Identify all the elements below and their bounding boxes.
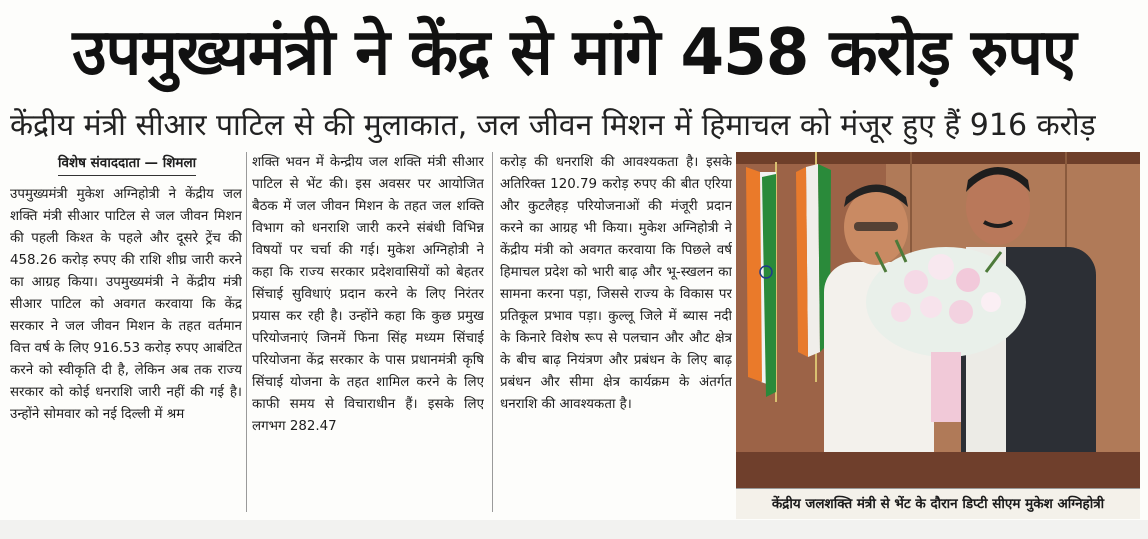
page-bottom-margin [0,520,1148,539]
column-3-text: करोड़ की धनराशि की आवश्यकता है। इसके अतिरिक्त 120.79 करोड़ रुपए की बीत एरिया और कुटलैहड़ परियोजनाओं की मंजूरी प्रदान करने का आग्रह भी किया। मुकेश अग्निहोत्री ने केंद्रीय मंत्री को अवगत करवाया कि पिछले वर्ष हिमाचल प्रदेश को भारी बाढ़ और भू-स्खलन का सामना करना पड़ा, जिससे राज्य के विकास पर प्रतिकूल प्रभाव पड़ा। कुल्लू जिले में ब्यास नदी के किनारे विशेष रूप से पलचान और औट क्षेत्र के बीच बाढ़ नियंत्रण और प्रबंधन के लिए बाढ़ प्रबंधन और सीमा क्षेत्र कार्यक्रम के अंतर्गत धनराशि की आवश्यकता है। [500,155,732,412]
article-column-1 [10,152,242,532]
subheadline: केंद्रीय मंत्री सीआर पाटिल से की मुलाकात, जल जीवन मिशन में हिमाचल को मंजूर हुए हैं 916 करोड़ [10,108,1096,143]
headline: उपमुख्यमंत्री ने केंद्र से मांगे 458 करोड़ रुपए [72,15,1076,90]
photo-illustration [736,152,1140,488]
article-column-3 [500,152,732,522]
column-divider [246,152,247,512]
photo-caption: केंद्रीय जलशक्ति मंत्री से भेंट के दौरान डिप्टी सीएम मुकेश अग्निहोत्री [736,488,1140,519]
news-photo [736,152,1140,488]
column-1-text: उपमुख्यमंत्री मुकेश अग्निहोत्री ने केंद्रीय जल शक्ति मंत्री सीआर पाटिल से जल जीवन मिशन की पहली किश्त के पहले और दूसरे ट्रेंच की 458.26 करोड़ रुपए की राशि शीघ्र जारी करने का आग्रह किया। उपमुख्यमंत्री ने केंद्रीय मंत्री सीआर पाटिल को अवगत करवाया कि केंद्र सरकार ने जल जीवन मिशन के तहत वर्तमान वित्त वर्ष के लिए 916.53 करोड़ रुपए आबंटित करने को स्वीकृति दी है, लेकिन अब तक राज्य सरकार को कोई धनराशि जारी नहीं की गई है। उन्होंने सोमवार को नई दिल्ली में श्रम [10,187,242,422]
column-2-text: शक्ति भवन में केन्द्रीय जल शक्ति मंत्री सीआर पाटिल से भेंट की। इस अवसर पर आयोजित बैठक में जल जीवन मिशन के तहत जल शक्ति विभाग को धनराशि जारी करने संबंधी विभिन्न विषयों पर चर्चा की गई। मुकेश अग्निहोत्री ने कहा कि राज्य सरकार प्रदेशवासियों को बेहतर सिंचाई सुविधाएं प्रदान करने के लिए निरंतर प्रयास कर रही है। उन्होंने कहा कि कुछ प्रमुख परियोजनाएं जिनमें फिना सिंह मध्यम सिंचाई परियोजना केंद्र सरकार के पास प्रधानमंत्री कृषि सिंचाई योजना के तहत शामिल करने के लिए काफी समय से विचाराधीन हैं। इसके लिए लगभग 282.47 [252,155,484,434]
column-divider [492,152,493,512]
article-column-2 [252,152,484,522]
dateline: विशेष संवाददाता — शिमला [58,152,196,176]
